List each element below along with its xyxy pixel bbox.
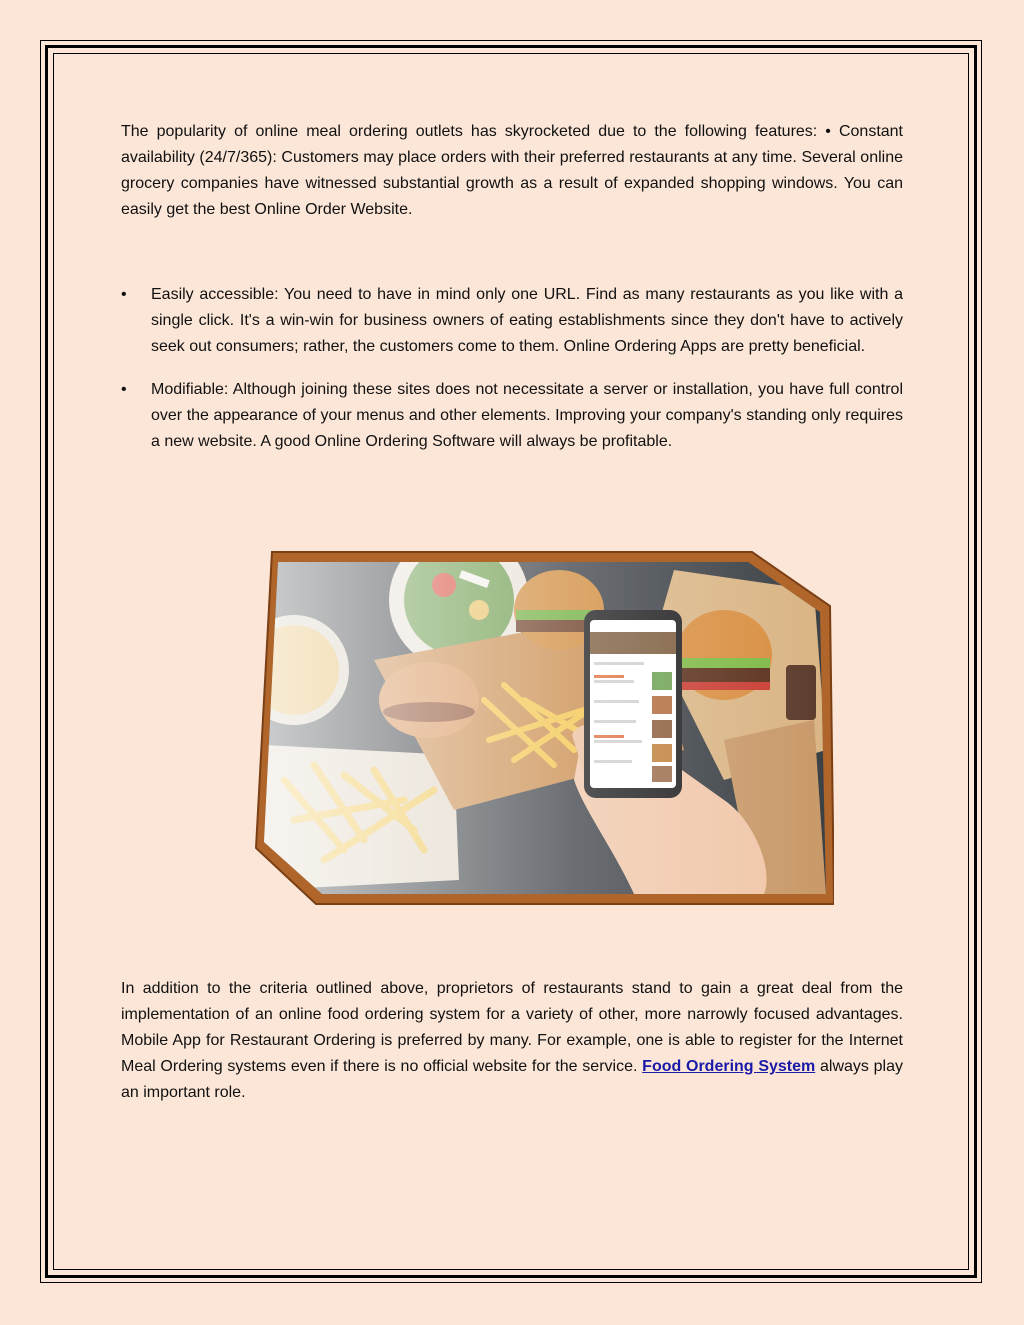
- food-ordering-system-link[interactable]: Food Ordering System: [642, 1058, 816, 1075]
- feature-list: [121, 282, 903, 472]
- closing-text-before-link: In addition to the criteria outlined above, proprietors of restaurants stand to gain a great deal from the implementation of an online food ordering system for a variety of other, more narrowly focused advantages. Mobile App for Restaurant Ordering is preferred by many. For example, one is able to register for the Internet Meal Ordering systems even if there is no official website for the service.: [121, 980, 903, 1075]
- bullet-marker: •: [121, 286, 127, 303]
- food-photo-illustration: [254, 550, 834, 908]
- closing-paragraph: [121, 976, 903, 1106]
- bullet-marker: •: [121, 381, 127, 398]
- closing-text-after-link: always play an important role.: [121, 1058, 903, 1101]
- intro-paragraph: The popularity of online meal ordering outlets has skyrocketed due to the following features: • Constant availability (24/7/365): Customers may place orders with their preferred restaurants at any time. Several online grocery companies have witnessed substantial growth as a result of expanded shopping windows. You can easily get the best Online Order Website.: [121, 123, 903, 218]
- list-item: [121, 377, 903, 455]
- list-item: [121, 282, 903, 360]
- list-item-text: Easily accessible: You need to have in mind only one URL. Find as many restaurants as you like with a single click. It's a win-win for business owners of eating establishments since they don't have to actively seek out consumers; rather, the customers come to them. Online Ordering Apps are pretty beneficial.: [151, 286, 903, 355]
- food-ordering-photo: [254, 550, 834, 908]
- list-item-text: Modifiable: Although joining these sites does not necessitate a server or installation, you have full control over the appearance of your menus and other elements. Improving your company's standing only requires a new website. A good Online Ordering Software will always be profitable.: [151, 381, 903, 450]
